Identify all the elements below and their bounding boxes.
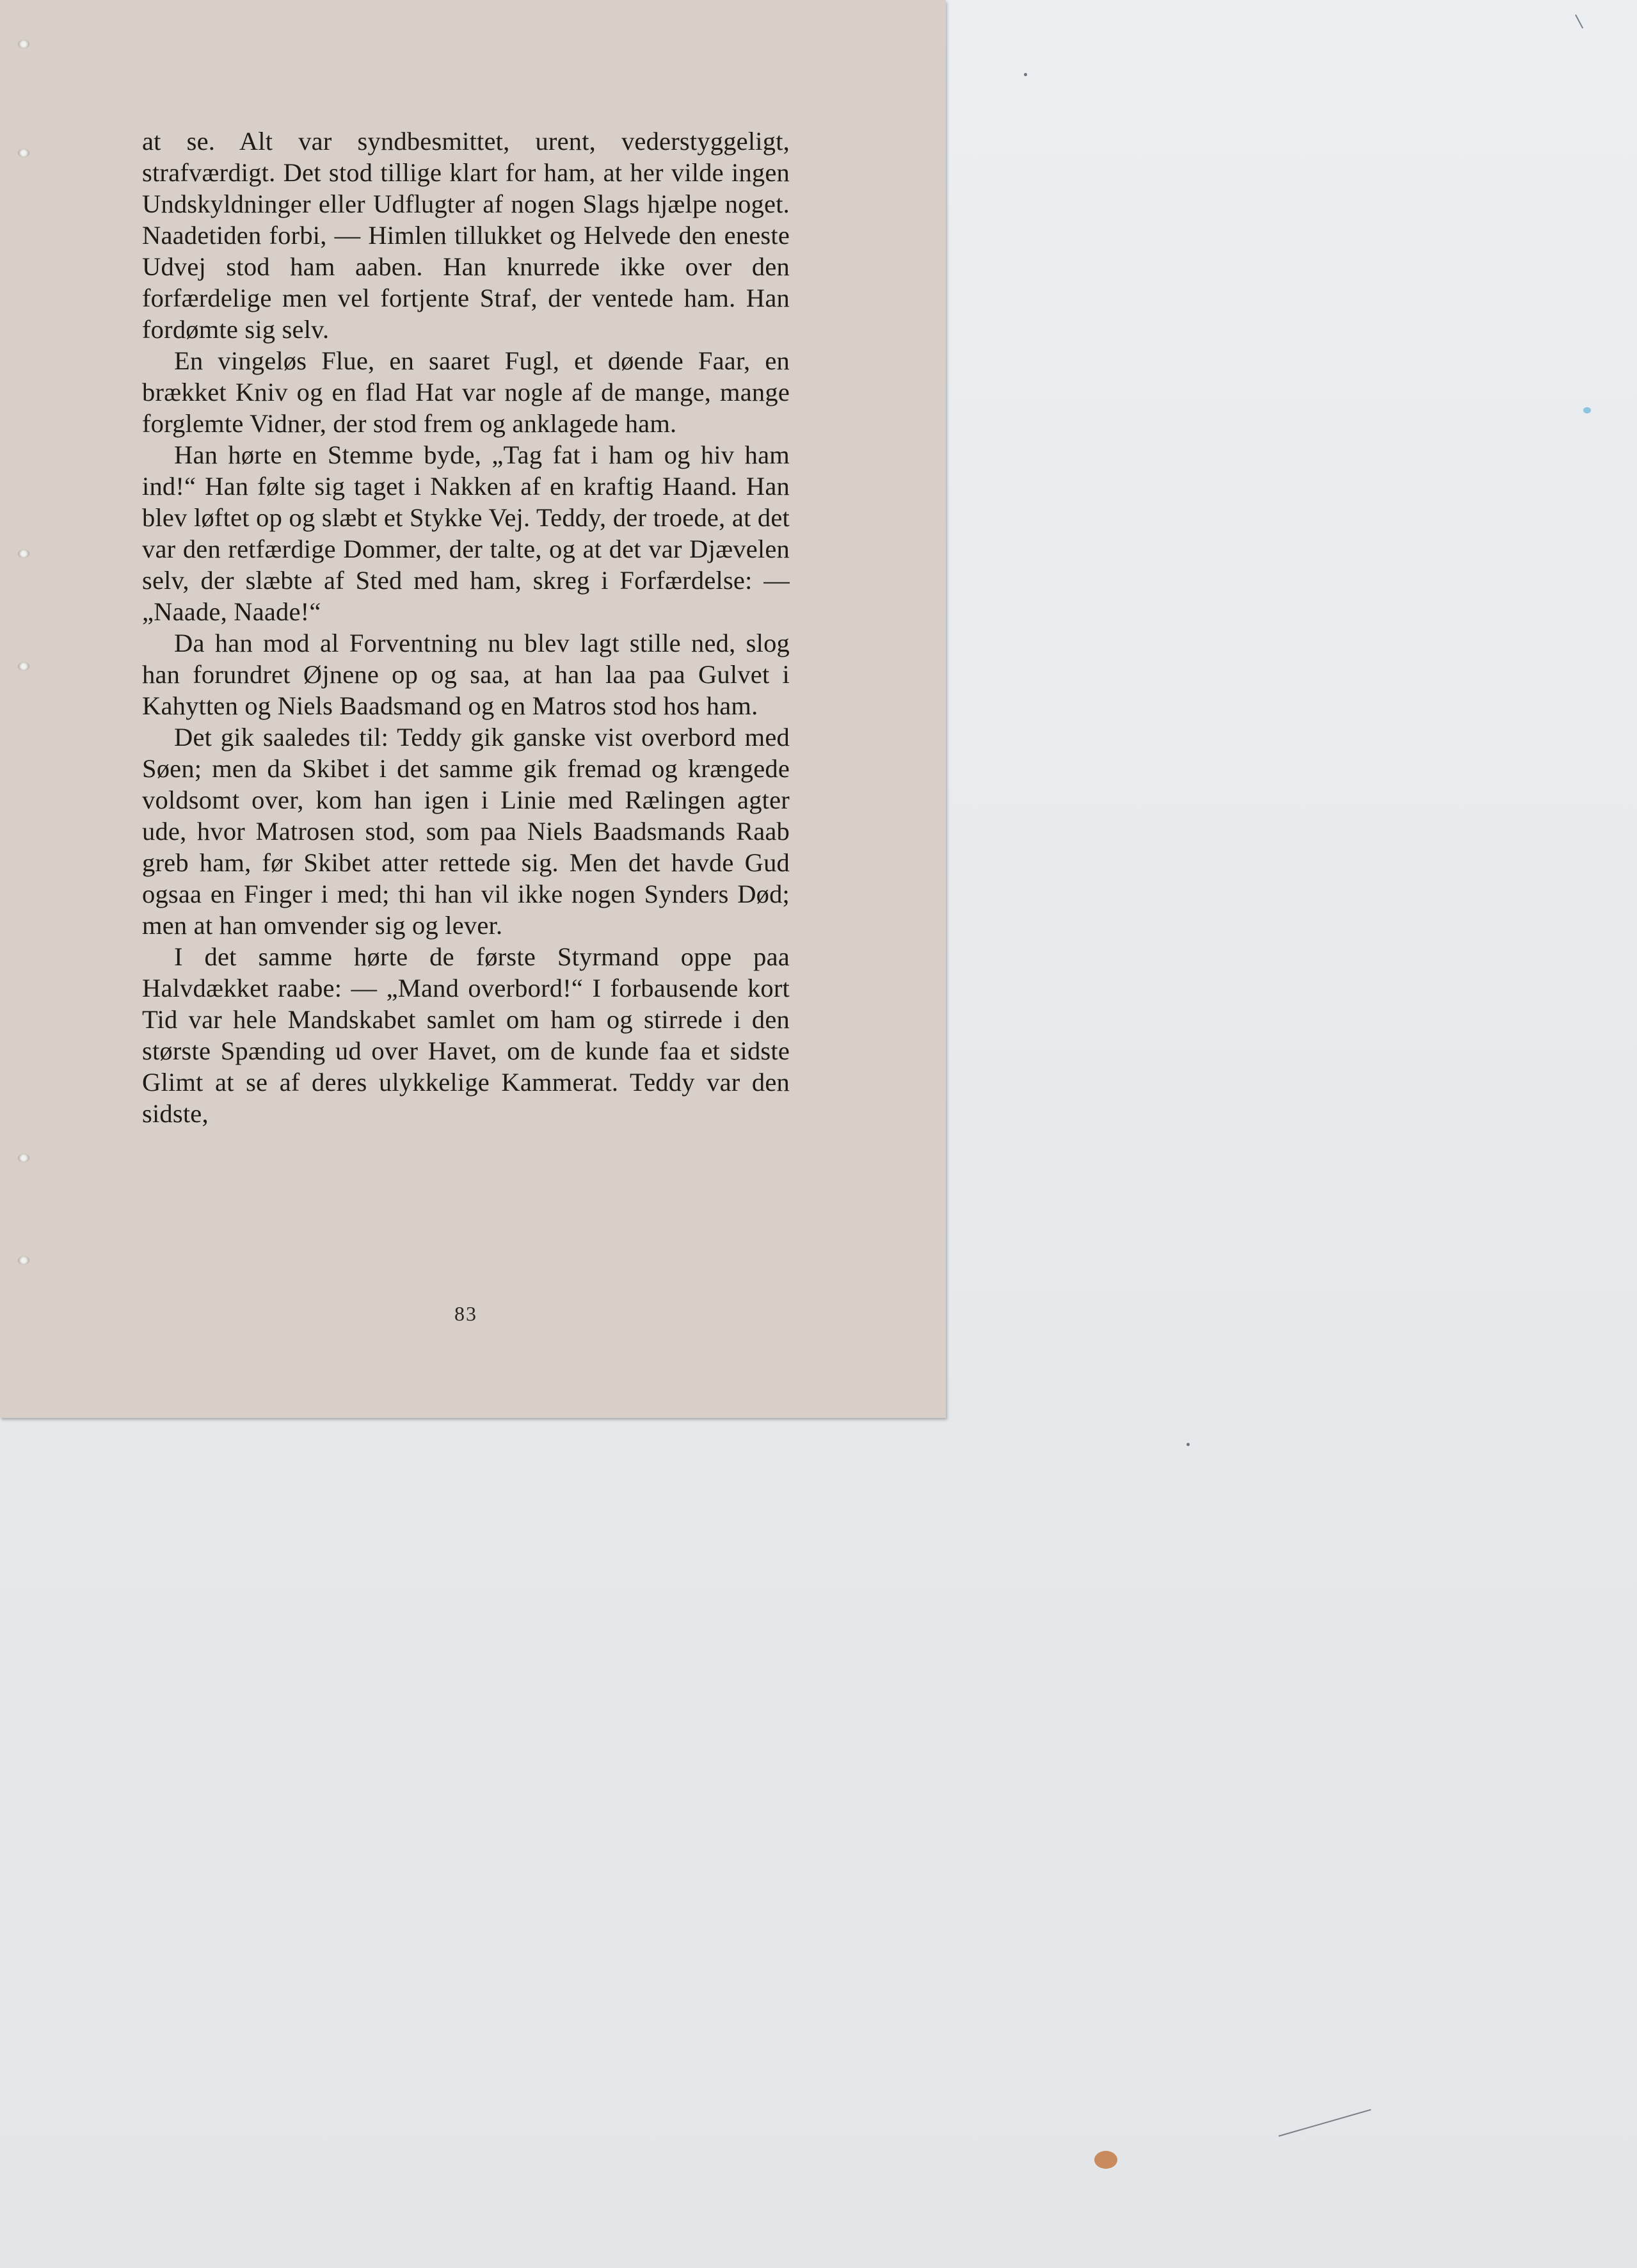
paragraph: Han hørte en Stemme byde, „Tag fat i ham og hiv ham ind!“ Han følte sig taget i Nakken af en kraftig Haand. Han blev løftet op og slæbt et Stykke Vej. Teddy, der troede, at det var den retfærdige Dommer, der talte, og at det var Djævelen selv, der slæbte af Sted med ham, skreg i Forfærdelse: — „Naade, Naade!“	[142, 440, 790, 626]
paragraph: En vingeløs Flue, en saaret Fugl, et døende Faar, en brækket Kniv og en flad Hat var nogle af de mange, mange forglemte Vidner, der stod frem og anklagede ham.	[142, 346, 790, 438]
dust-speck	[1094, 2151, 1117, 2169]
page-text-block	[142, 125, 790, 1325]
dust-speck	[1024, 73, 1027, 76]
dust-speck	[1186, 1443, 1190, 1446]
punch-hole	[18, 40, 29, 49]
punch-hole	[18, 1154, 29, 1162]
paragraph: Da han mod al Forventning nu blev lagt stille ned, slog han forundret Øjnene op og saa, at han laa paa Gulvet i Kahytten og Niels Baadsmand og en Matros stod hos ham.	[142, 629, 790, 720]
dust-speck	[1583, 407, 1591, 414]
paragraph: Det gik saaledes til: Teddy gik ganske vist overbord med Søen; men da Skibet i det samme gik fremad og krængede voldsomt over, kom han igen i Linie med Rælingen agter ude, hvor Matrosen stod, som paa Niels Baadsmands Raab greb ham, før Skibet atter rettede sig. Men det havde Gud ogsaa en Finger i med; thi han vil ikke nogen Synders Død; men at han omvender sig og lever.	[142, 723, 790, 940]
punch-hole	[18, 549, 29, 558]
punch-hole	[18, 662, 29, 671]
punch-hole	[18, 149, 29, 157]
paragraph: at se. Alt var syndbesmittet, urent, vederstyggeligt, strafværdigt. Det stod tillige klart for ham, at her vilde ingen Undskyldninger eller Udflugter af nogen Slags hjælpe noget. Naadetiden forbi, — Himlen tillukket og Helvede den eneste Udvej stod ham aaben. Han knurrede ikke over den forfærdelige men vel fortjente Straf, der ventede ham. Han fordømte sig selv.	[142, 127, 790, 344]
punch-hole	[18, 1256, 29, 1265]
page-number: 83	[454, 1302, 477, 1325]
paragraph: I det samme hørte de første Styrmand oppe paa Halvdækket raabe: — „Mand overbord!“ I forbausende kort Tid var hele Mandskabet samlet om ham og stirrede i den største Spænding ud over Havet, om de kunde faa et sidste Glimt at se af deres ulykkelige Kammerat. Teddy var den sidste,	[142, 942, 790, 1128]
book-page	[0, 0, 946, 1418]
